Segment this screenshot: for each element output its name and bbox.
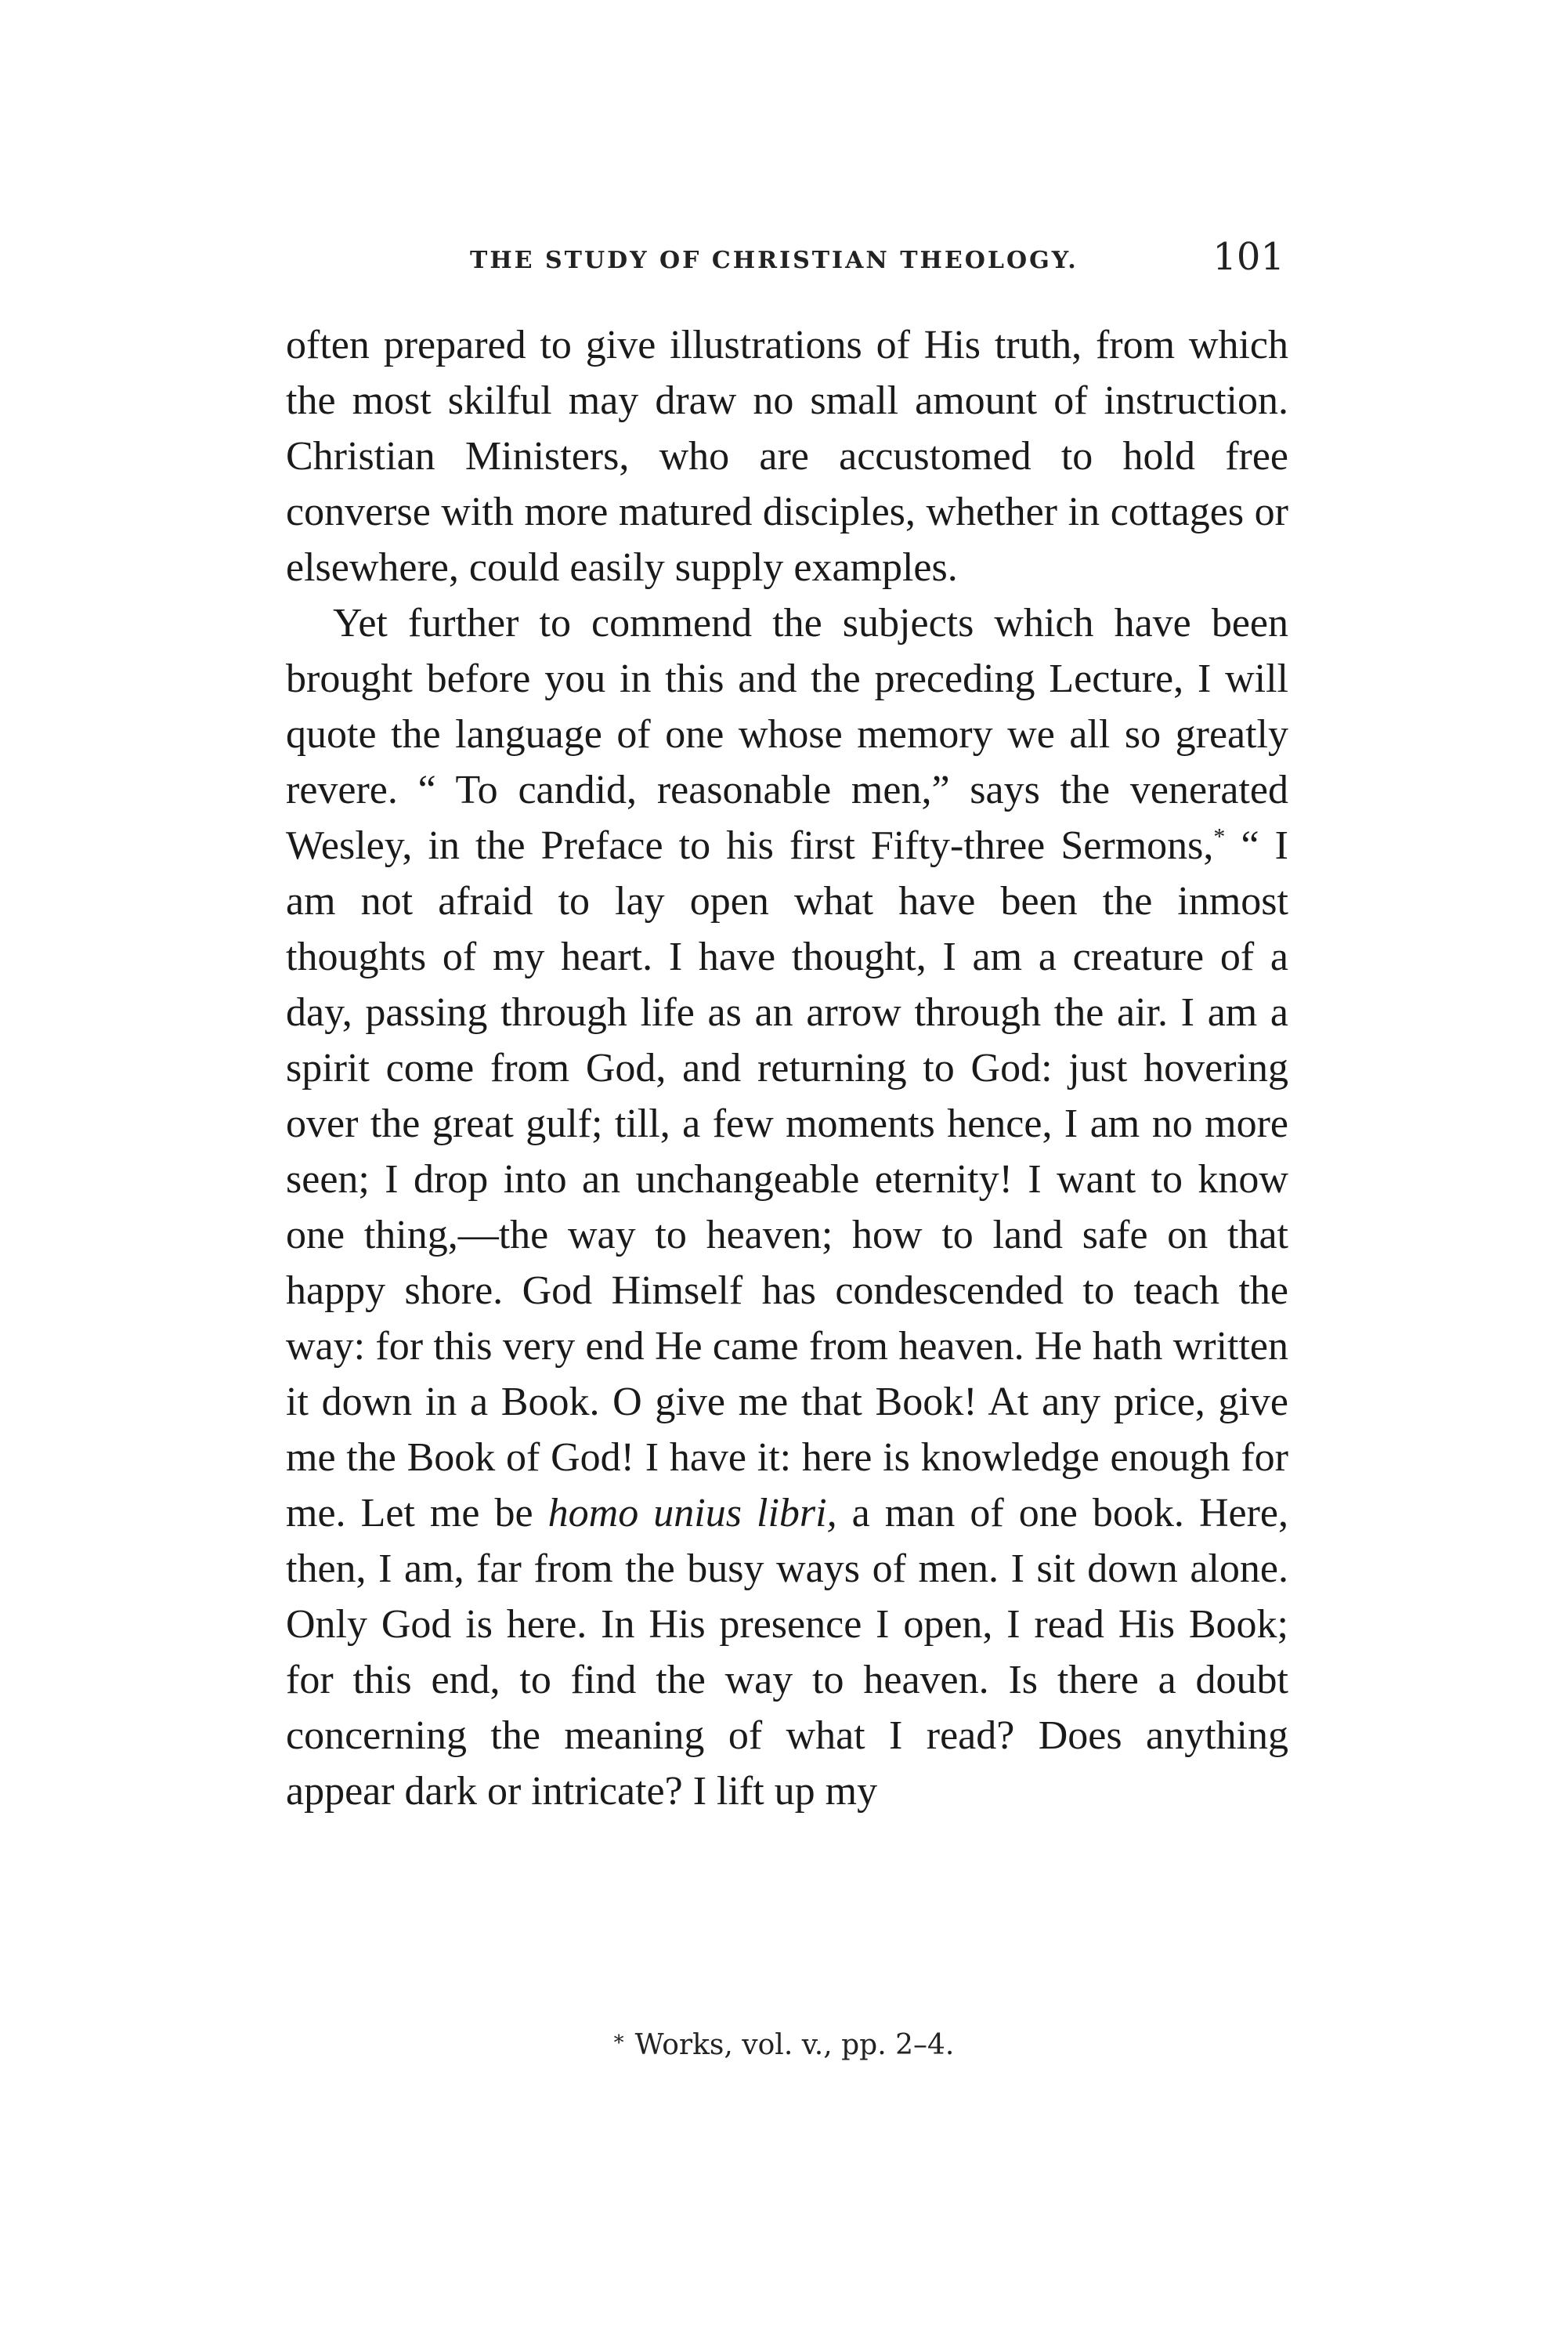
- paragraph-2-text-end: a man of one book. Here, then, I am, far from the busy ways of men. I sit down alone. Only God is here. In His presence I open, I read His Book; for this end, to find the way to heaven. Is there a doubt concerning the meaning of what I read? Does anything appear dark or intricate? I lift up my: [286, 1491, 1288, 1814]
- paragraph-1: [286, 317, 1288, 595]
- page-number: 101: [1212, 235, 1284, 279]
- main-text: [286, 317, 1288, 1819]
- footnote: [0, 2029, 1568, 2061]
- paragraph-2-text-middle: “ I am not afraid to lay open what have been the inmost thoughts of my heart. I have thought, I am a creature of a day, passing through life as an arrow through the air. I am a spirit come from God, and returning to God: just hovering over the great gulf; till, a few moments hence, I am no more seen; I drop into an unchangeable eternity! I want to know one thing,—the way to heaven; how to land safe on that happy shore. God Himself has condescended to teach the way: for this very end He came from heaven. He hath written it down in a Book. O give me that Book! At any price, give me the Book of God! I have it: here is knowledge enough for me. Let me be: [286, 823, 1288, 1535]
- latin-phrase: homo unius libri,: [547, 1491, 837, 1535]
- footnote-text: Works, vol. v., pp. 2–4.: [634, 2029, 955, 2061]
- running-title: THE STUDY OF CHRISTIAN THEOLOGY.: [470, 247, 1078, 274]
- footnote-mark: *: [613, 2031, 624, 2055]
- paragraph-2: [286, 595, 1288, 1819]
- footnote-reference-mark: *: [1213, 823, 1226, 850]
- paragraph-1-text: often prepared to give illustrations of His truth, from which the most skilful may draw no small amount of instruction. Christian Ministers, who are accustomed to hold free converse with more matured disciples, whether in cottages or elsewhere, could easily supply examples.: [286, 323, 1288, 590]
- paragraph-2-text-start: Yet further to commend the subjects which have been brought before you in this and the preceding Lecture, I will quote the language of one whose memory we all so greatly revere. “ To candid, reasonable men,” says the venerated Wesley, in the Preface to his first Fifty-three Sermons,: [286, 601, 1288, 868]
